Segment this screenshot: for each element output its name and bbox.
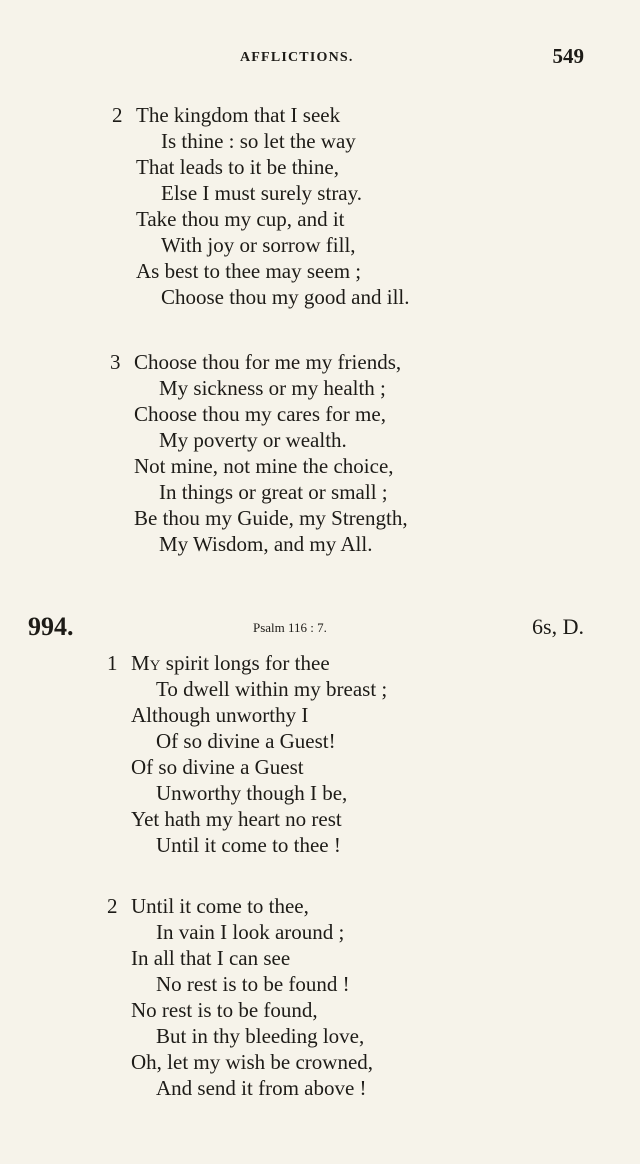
stanza-993-2 (112, 102, 410, 310)
verse-line: Yet hath my heart no rest (131, 807, 342, 831)
hymn-number: 994. (28, 612, 74, 641)
verse-line: In things or great or small ; (159, 480, 388, 504)
verse-line: In all that I can see (131, 946, 291, 970)
verse-line: But in thy bleeding love, (156, 1024, 365, 1048)
verse-text: Until it come to thee, (131, 894, 309, 918)
verse-line: That leads to it be thine, (136, 155, 339, 179)
verse-line: Else I must surely stray. (161, 181, 363, 205)
verse-line: Oh, let my wish be crowned, (131, 1050, 374, 1074)
verse-line: No rest is to be found, (131, 998, 318, 1022)
verse-line: No rest is to be found ! (156, 972, 350, 996)
verse-line: In vain I look around ; (156, 920, 345, 944)
page-number: 549 (552, 44, 584, 68)
stanza-993-3 (110, 349, 408, 557)
stanza-number: 3 (110, 350, 121, 374)
stanza-number: 2 (112, 103, 123, 127)
verse-line (110, 349, 408, 375)
hymn-header (28, 612, 588, 642)
verse-line: Not mine, not mine the choice, (134, 454, 394, 478)
hymn-meter: 6s, D. (532, 614, 584, 639)
verse-line: Is thine : so let the way (161, 129, 356, 153)
stanza-994-2 (107, 893, 374, 1101)
verse-text: Choose thou for me my friends, (134, 350, 402, 374)
verse-line: And send it from above ! (156, 1076, 367, 1100)
verse-line: Be thou my Guide, my Strength, (134, 506, 408, 530)
verse-line: Until it come to thee ! (156, 833, 341, 857)
verse-text: The kingdom that I seek (136, 103, 341, 127)
verse-line: Choose thou my cares for me, (134, 402, 386, 426)
running-title: AFFLICTIONS. (240, 50, 354, 65)
verse-line (107, 650, 387, 676)
verse-line: My sickness or my health ; (159, 376, 386, 400)
scripture-reference: Psalm 116 : 7. (253, 620, 327, 635)
stanza-number: 1 (107, 651, 118, 675)
verse-line: As best to thee may seem ; (136, 259, 362, 283)
verse-line: My Wisdom, and my All. (159, 532, 373, 556)
verse-line: Of so divine a Guest (131, 755, 304, 779)
verse-line: With joy or sorrow fill, (161, 233, 356, 257)
verse-line: My poverty or wealth. (159, 428, 347, 452)
stanza-994-1 (107, 650, 388, 858)
verse-line: Take thou my cup, and it (136, 207, 345, 231)
verse-line (112, 102, 410, 128)
verse-line: Although unworthy I (131, 703, 309, 727)
verse-line: To dwell within my breast ; (156, 677, 388, 701)
first-word: My (131, 651, 161, 675)
verse-line: Unworthy though I be, (156, 781, 348, 805)
verse-line: Choose thou my good and ill. (161, 285, 410, 309)
verse-line: Of so divine a Guest! (156, 729, 336, 753)
stanza-number: 2 (107, 894, 118, 918)
verse-text: spirit longs for thee (160, 651, 330, 675)
verse-line (107, 893, 373, 919)
